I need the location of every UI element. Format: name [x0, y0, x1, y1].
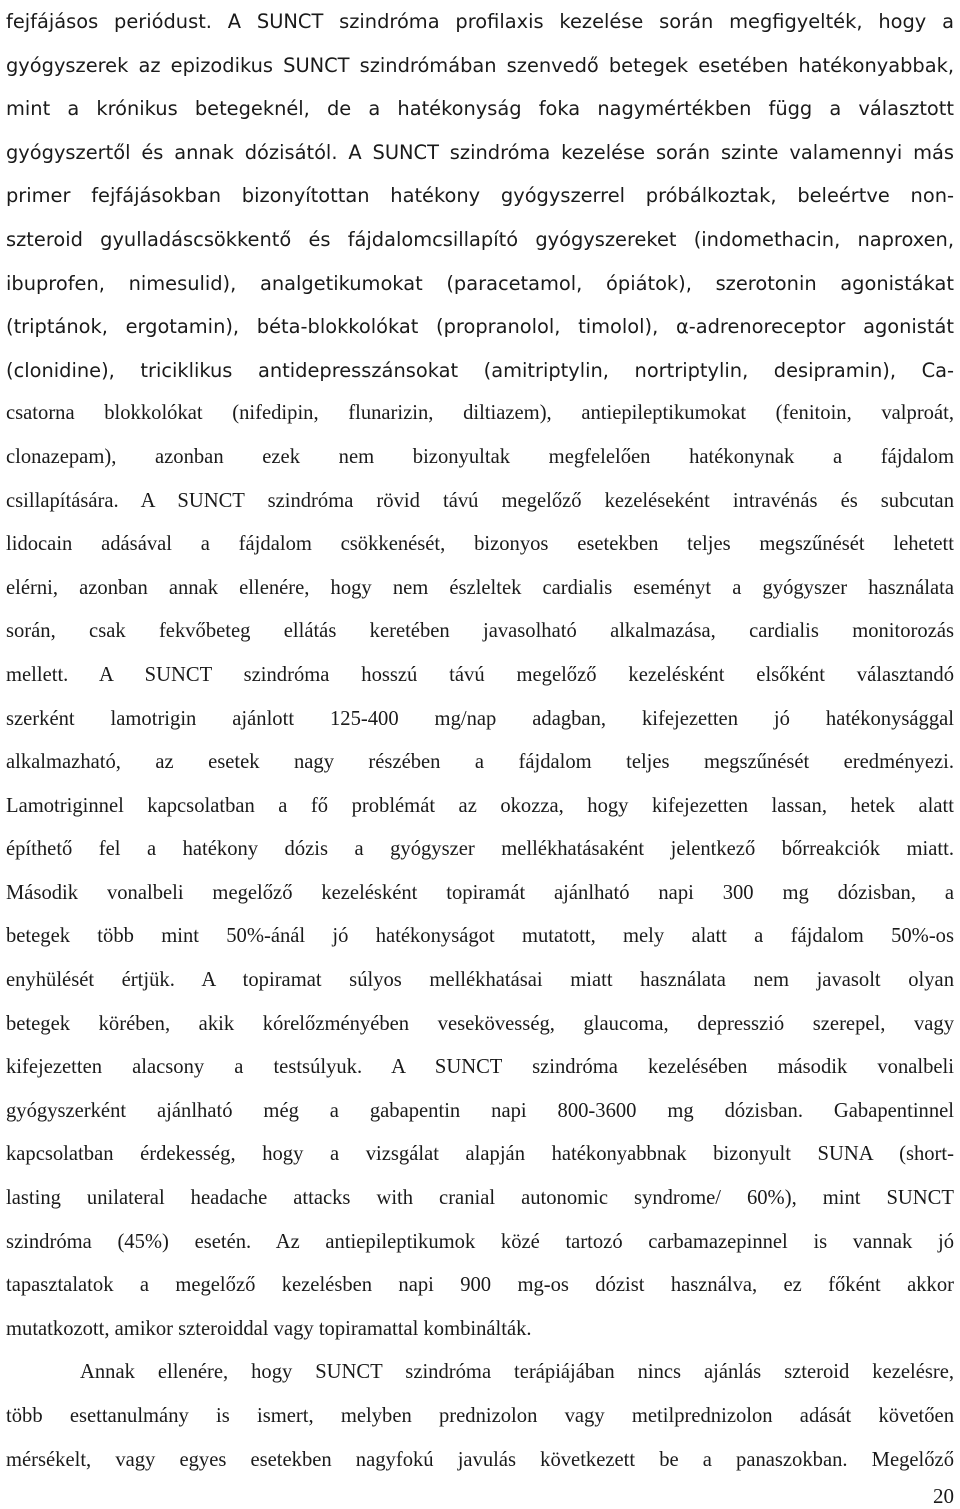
- text-line: több esettanulmány is ismert, melyben prednizolon vagy metilprednizolon adását követően: [6, 1405, 954, 1427]
- text-line: [6, 131, 954, 175]
- text-line: mutatkozott, amikor szteroiddal vagy topiramattal kombinálták.: [6, 1317, 532, 1340]
- text-line: építhető fel a hatékony dózis a gyógyszer mellékhatásaként jelentkező bőrreakciók miatt.: [6, 838, 954, 861]
- text-line: során, csak fekvőbeteg ellátás keretében javasolható alkalmazása, cardialis monitorozás: [6, 620, 954, 643]
- text-line: betegek több mint 50%-ánál jó hatékonyságot mutatott, mely alatt a fájdalom 50%-os: [6, 925, 954, 948]
- page-number: 20: [933, 1484, 954, 1508]
- text-line: lidocain adásával a fájdalom csökkenését, bizonyos esetekben teljes megszűnését lehetett: [6, 533, 954, 556]
- text-line: Második vonalbeli megelőző kezelésként topiramát ajánlható napi 300 mg dózisban, a: [6, 881, 954, 904]
- text-line: (clonidine), triciklikus antidepresszánsokat (amitriptylin, nortriptylin, desipramin), Ca-: [6, 358, 954, 382]
- text-line: Annak ellenére, hogy SUNCT szindróma terápiájában nincs ajánlás szteroid kezelésre,: [80, 1361, 954, 1384]
- text-line: (triptánok, ergotamin), béta-blokkolókat (propranolol, timolol), α-adrenoreceptor agonistát: [6, 315, 954, 339]
- text-fragment: A SUNCT szindróma kezelése során szinte valamennyi más: [337, 140, 954, 164]
- text-line: mint a krónikus betegeknél, de a hatékonyság foka nagymértékben függ a választott: [6, 97, 954, 121]
- text-line: ibuprofen, nimesulid), analgetikumokat (paracetamol, ópiátok), szerotonin agonistákat: [6, 271, 954, 295]
- text-line: lasting unilateral headache attacks with cranial autonomic syndrome/ 60%), mint SUNCT: [6, 1187, 954, 1210]
- text-fragment: gyógyszertől és annak dózisától.: [6, 140, 338, 164]
- paragraph-1: [6, 0, 954, 1351]
- text-line: mérsékelt, vagy egyes esetekben nagyfokú javulás következett be a panaszokban. Megelőző: [6, 1448, 954, 1471]
- text-line: primer fejfájásokban bizonyítottan hatékony gyógyszerrel próbálkoztak, beleértve non-: [6, 184, 954, 208]
- text-line: elérni, azonban annak ellenére, hogy nem észleltek cardialis eseményt a gyógyszer használata: [6, 576, 954, 599]
- text-line: alkalmazható, az esetek nagy részében a fájdalom teljes megszűnését eredményezi.: [6, 751, 954, 774]
- text-line: mellett. A SUNCT szindróma hosszú távú megelőző kezelésként elsőként választandó: [6, 663, 954, 686]
- text-line: enyhülését értjük. A topiramat súlyos mellékhatásai miatt használata nem javasolt olyan: [6, 969, 954, 992]
- text-line: csillapítására. A SUNCT szindróma rövid távú megelőző kezeléseként intravénás és subcutan: [6, 489, 954, 512]
- text-line: szindróma (45%) esetén. Az antiepileptikumok közé tartozó carbamazepinnel is vannak jó: [6, 1230, 954, 1253]
- paragraph-2: [6, 1351, 954, 1482]
- text-line: clonazepam), azonban ezek nem bizonyultak megfelelően hatékonynak a fájdalom: [6, 445, 954, 468]
- text-line: tapasztalatok a megelőző kezelésben napi 900 mg-os dózist használva, ez főként akkor: [6, 1274, 954, 1297]
- text-line: kifejezetten alacsony a testsúlyuk. A SUNCT szindróma kezelésében második vonalbeli: [6, 1056, 954, 1079]
- text-line: csatorna blokkolókat (nifedipin, flunarizin, diltiazem), antiepileptikumokat (fenitoin, valproát,: [6, 402, 954, 425]
- text-line: szteroid gyulladáscsökkentő és fájdalomcsillapító gyógyszereket (indomethacin, naproxen,: [6, 227, 954, 251]
- text-line: kapcsolatban érdekesség, hogy a vizsgálat alapján hatékonyabbnak bizonyult SUNA (short-: [6, 1143, 954, 1166]
- text-line: gyógyszerként ajánlható még a gabapentin napi 800-3600 mg dózisban. Gabapentinnel: [6, 1099, 954, 1122]
- document-page: [6, 0, 954, 1482]
- text-line: betegek körében, akik kórelőzményében vesekövesség, glaucoma, depresszió szerepel, vagy: [6, 1012, 954, 1035]
- text-line: fejfájásos periódust. A SUNCT szindróma profilaxis kezelése során megfigyelték, hogy a: [6, 10, 954, 33]
- text-line: gyógyszerek az epizodikus SUNCT szindrómában szenvedő betegek esetében hatékonyabbak,: [6, 53, 954, 77]
- text-line: szerként lamotrigin ajánlott 125-400 mg/nap adagban, kifejezetten jó hatékonysággal: [6, 707, 954, 730]
- text-line: Lamotriginnel kapcsolatban a fő problémát az okozza, hogy kifejezetten lassan, hetek alatt: [6, 794, 954, 817]
